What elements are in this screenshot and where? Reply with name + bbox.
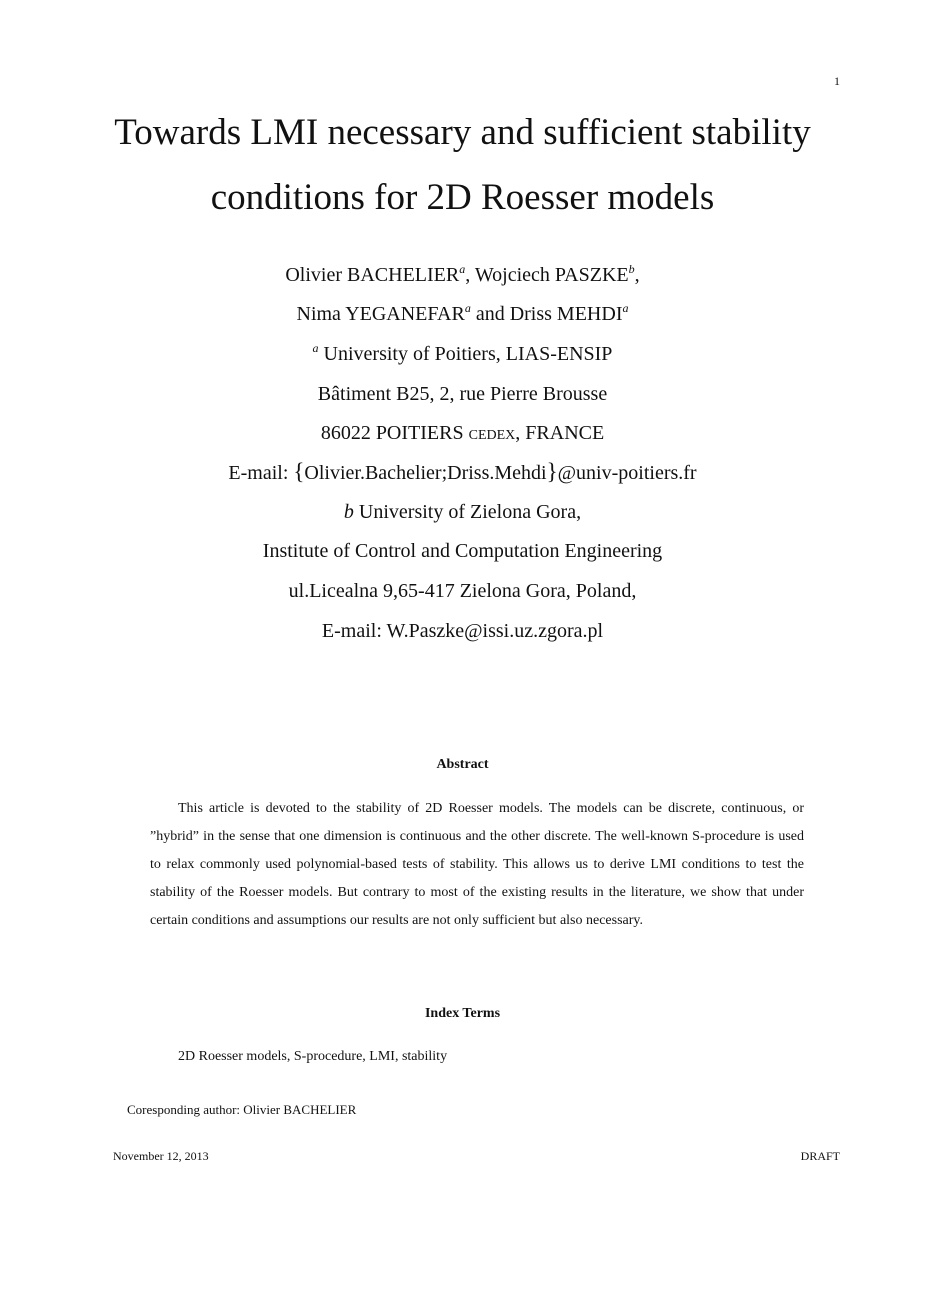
footer-status: DRAFT — [800, 1149, 840, 1163]
index-terms-heading: Index Terms — [424, 1006, 501, 1021]
corresponding-author: Coresponding author: Olivier BACHELIER — [127, 1102, 357, 1117]
affiliation-a-postal: 86022 POITIERS cedex, FRANCE — [320, 422, 605, 444]
brace-open: { — [293, 459, 305, 484]
affiliation-marker: a — [459, 262, 466, 276]
affiliation-b-institute: Institute of Control and Computation Engineering — [262, 540, 663, 562]
cedex-text: cedex — [468, 422, 516, 444]
abstract-text: This article is devoted to the stability of 2D Roesser models. The models can be discrete, continuous, or ”hybrid” in the sense that one dimension is continuous and the other discrete. The well-known S-procedure is used to relax commonly used polynomial-based tests of stability. This allows us to derive LMI conditions to test the stability of the Roesser models. But contrary to most of the existing results in the literature, we show that under certain conditions and assumptions our results are not only sufficient but also necessary. — [150, 801, 804, 928]
affiliation-b-email: E-mail: W.Paszke@issi.uz.zgora.pl — [321, 620, 604, 642]
page-number: 1 — [834, 74, 840, 88]
author-bachelier: Olivier BACHELIER — [285, 264, 460, 286]
author-separator: , — [634, 264, 640, 286]
abstract-heading: Abstract — [436, 757, 489, 772]
authors-line-1 — [0, 262, 925, 288]
author-yeganefar: Nima YEGANEFAR — [296, 303, 465, 325]
author-paszke: , Wojciech PASZKE — [465, 264, 629, 286]
paper-title-line-1: Towards LMI necessary and sufficient stability — [114, 112, 811, 153]
footer-date: November 12, 2013 — [113, 1149, 209, 1163]
author-mehdi: and Driss MEHDI — [470, 303, 623, 325]
affiliation-marker: b — [343, 501, 354, 523]
paper-title-line-2: conditions for 2D Roesser models — [210, 177, 715, 218]
affiliation-b-university: b University of Zielona Gora, — [343, 501, 582, 523]
affiliation-a-building: Bâtiment B25, 2, rue Pierre Brousse — [317, 383, 608, 405]
affiliation-marker: a — [312, 341, 319, 355]
authors-line-2 — [0, 301, 925, 327]
affiliation-b-address: ul.Licealna 9,65-417 Zielona Gora, Poland, — [288, 580, 637, 602]
brace-close: } — [546, 459, 558, 484]
affiliation-marker: a — [464, 301, 471, 315]
affiliation-marker: a — [622, 301, 629, 315]
affiliation-a-university: $^a$ University of Poitiers, LIAS-ENSIP — [312, 341, 613, 365]
index-terms-text: 2D Roesser models, S-procedure, LMI, stability — [178, 1049, 448, 1064]
affiliation-marker: b — [628, 262, 635, 276]
affiliation-a-email: E-mail: {Olivier.Bachelier;Driss.Mehdi}@univ-poitiers.fr — [228, 459, 697, 484]
